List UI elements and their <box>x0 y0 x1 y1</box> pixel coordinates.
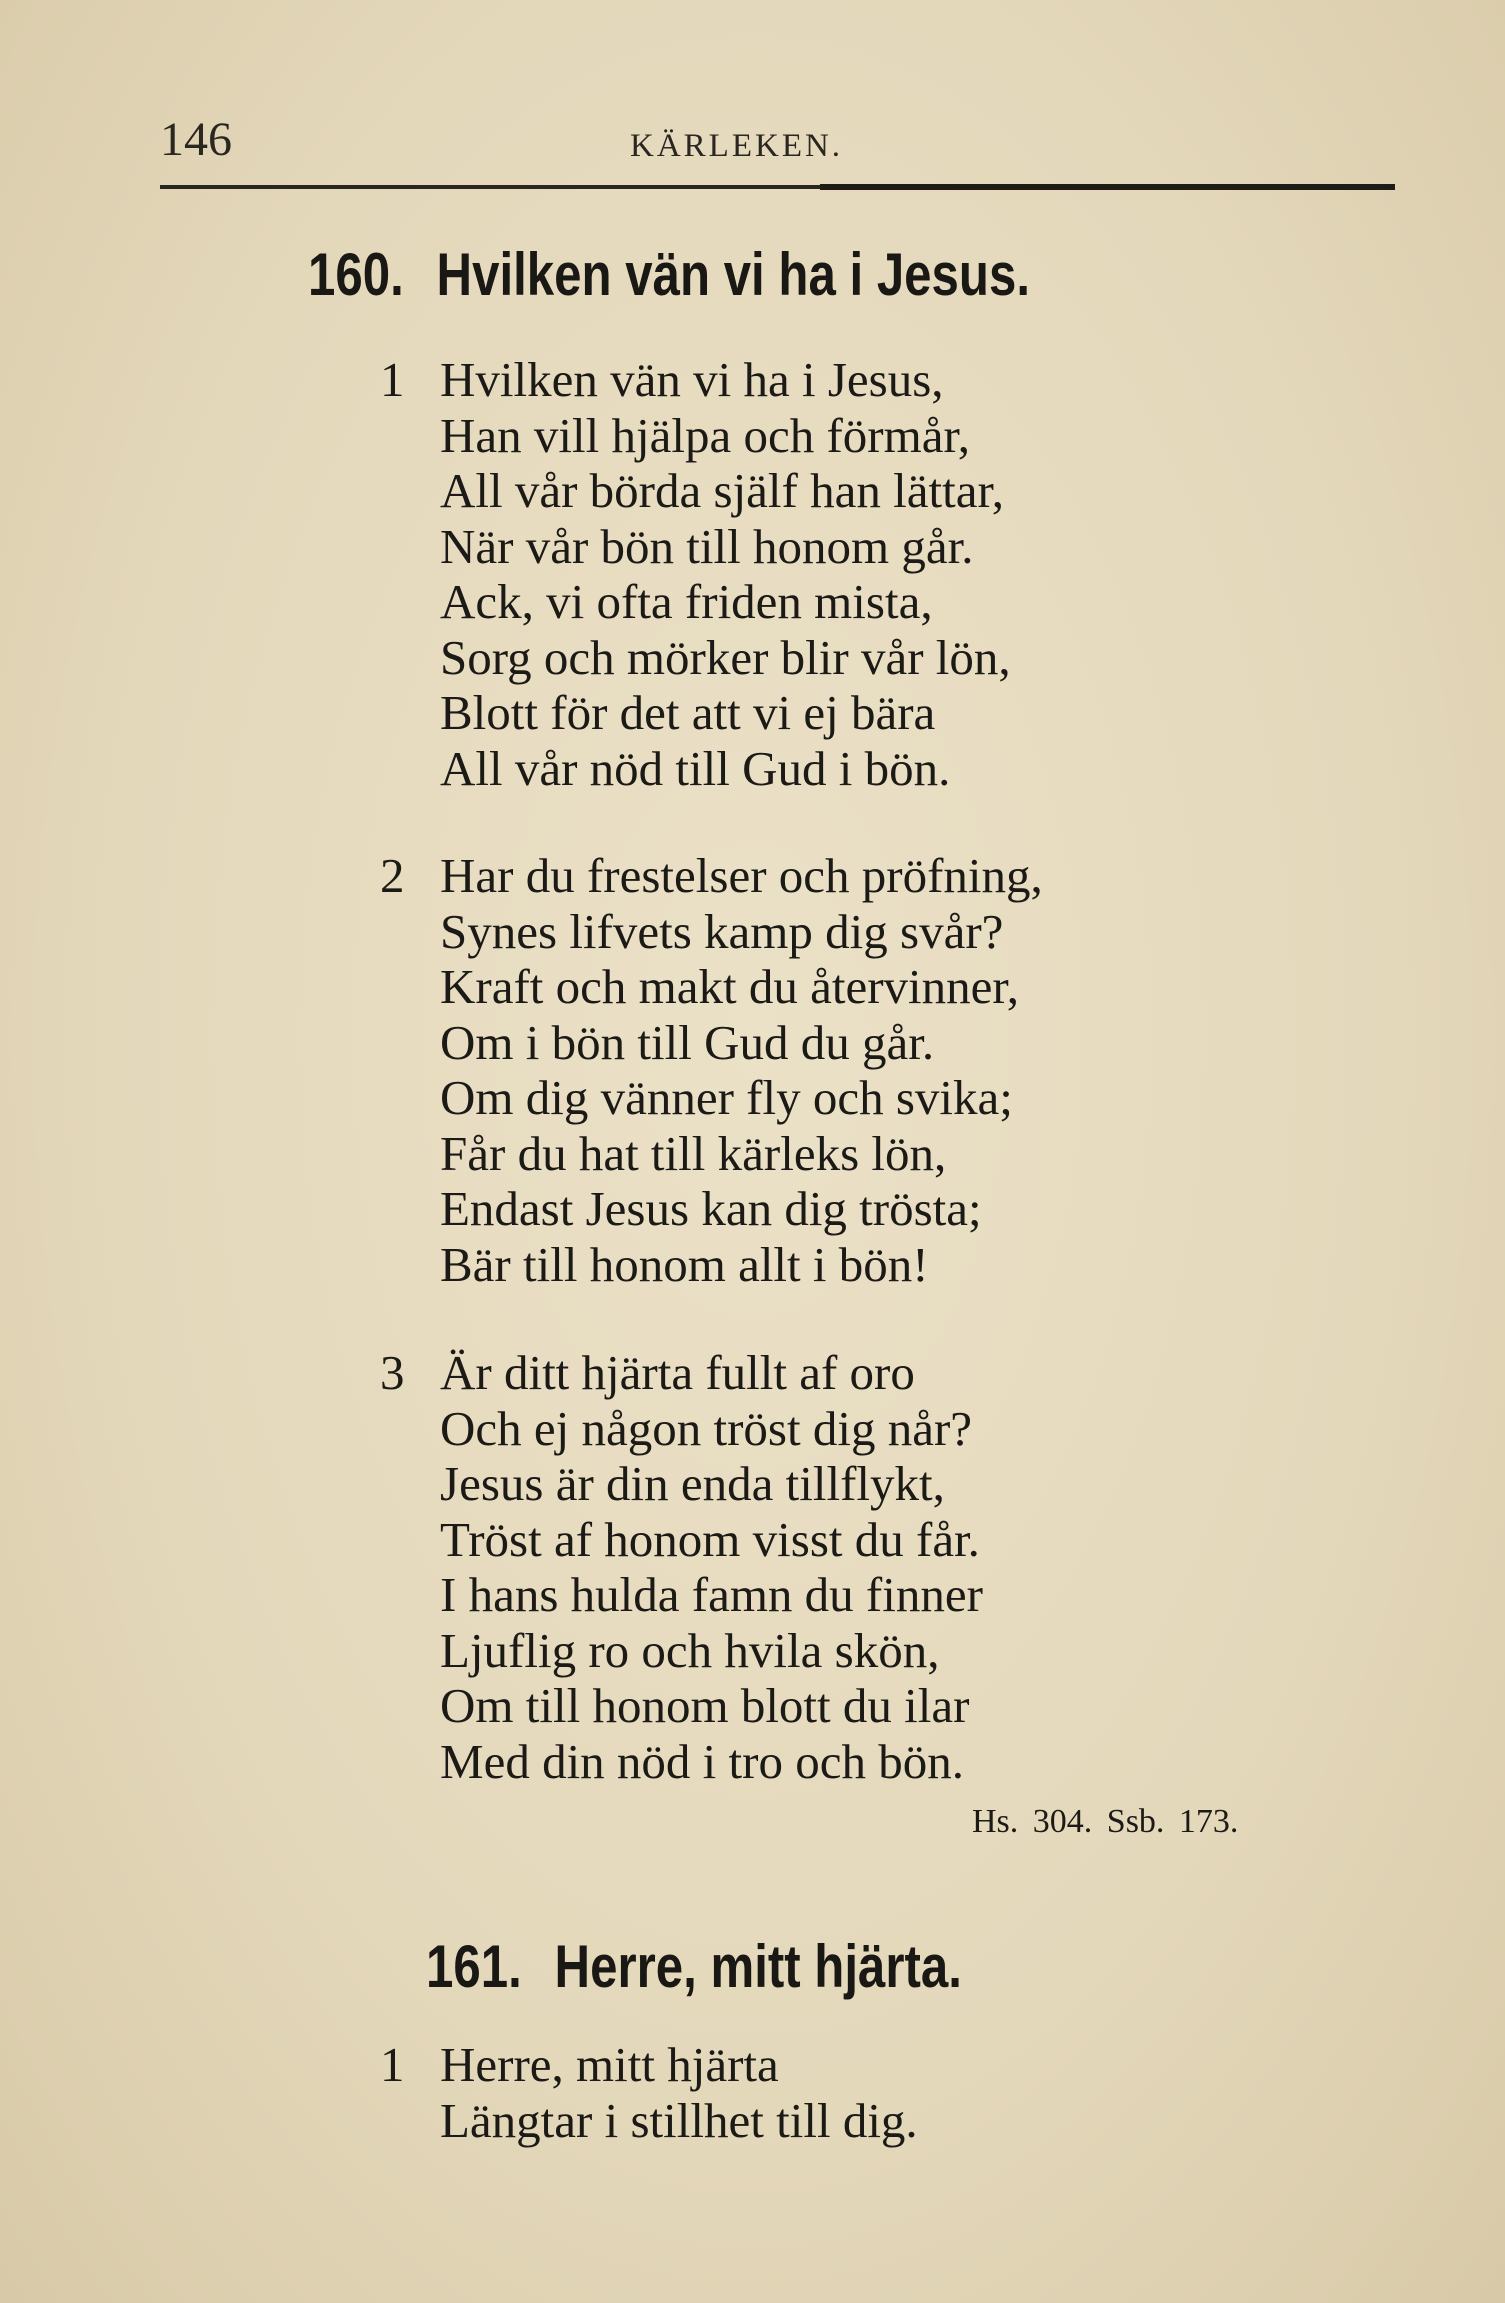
hymn-160-reference: Hs. 304. Ssb. 173. <box>972 1803 1239 1840</box>
verse-line: När vår bön till honom går. <box>440 518 974 574</box>
verse-line: Om till honom blott du ilar <box>440 1678 970 1733</box>
hymn-title-text: Hvilken vän vi ha i Jesus. <box>436 241 1030 308</box>
verse-line: Tröst af honom visst du får. <box>440 1511 980 1567</box>
verse-line: Sorg och mörker blir vår lön, <box>440 629 1011 685</box>
hymn-160-title <box>308 240 1030 309</box>
hymn-number: 160. <box>308 241 404 308</box>
verse-line: Han vill hjälpa och förmår, <box>440 407 971 463</box>
hymn-number: 161. <box>426 1933 522 2000</box>
verse-line: I hans hulda famn du finner <box>440 1567 983 1622</box>
verse-line: Om i bön till Gud du går. <box>440 1014 935 1070</box>
verse-line: Bär till honom allt i bön! <box>440 1236 929 1292</box>
hymn-160-stanza-2 <box>380 848 1043 1292</box>
verse-line: Jesus är din enda tillflykt, <box>440 1456 945 1511</box>
stanza-number: 1 <box>380 352 405 407</box>
verse-line: Får du hat till kärleks lön, <box>440 1125 947 1181</box>
stanza-number: 2 <box>380 848 405 903</box>
verse-line: Har du frestelser och pröfning, <box>440 848 1043 903</box>
page-number: 146 <box>160 113 232 166</box>
hymn-160-stanza-1 <box>380 352 1011 796</box>
hymn-title-text: Herre, mitt hjärta. <box>554 1933 962 2000</box>
verse-line: Och ej någon tröst dig når? <box>440 1400 973 1456</box>
verse-line: Om dig vänner fly och svika; <box>440 1070 1013 1125</box>
verse-line: Synes lifvets kamp dig svår? <box>440 903 1004 959</box>
hymn-160-stanza-3 <box>380 1345 983 1789</box>
stanza-number: 1 <box>380 2037 405 2092</box>
verse-line: Hvilken vän vi ha i Jesus, <box>440 352 944 407</box>
verse-line: All vår nöd till Gud i bön. <box>440 740 951 796</box>
verse-line: Ljuflig ro och hvila skön, <box>440 1622 940 1678</box>
verse-line: Ack, vi ofta friden mista, <box>440 574 933 629</box>
header-rule-thick <box>820 184 1395 190</box>
running-head: KÄRLEKEN. <box>630 128 844 164</box>
hymn-161-stanza-1 <box>380 2037 918 2148</box>
verse-line: Herre, mitt hjärta <box>440 2037 779 2092</box>
verse-line: Är ditt hjärta fullt af oro <box>440 1345 915 1400</box>
verse-line: Endast Jesus kan dig trösta; <box>440 1181 982 1236</box>
hymn-161-title <box>426 1932 962 2001</box>
verse-line: Med din nöd i tro och bön. <box>440 1733 964 1789</box>
verse-line: All vår börda själf han lättar, <box>440 463 1005 518</box>
verse-line: Längtar i stillhet till dig. <box>440 2092 918 2148</box>
page-header <box>160 112 1395 172</box>
verse-line: Kraft och makt du återvinner, <box>440 959 1020 1014</box>
stanza-number: 3 <box>380 1345 405 1400</box>
verse-line: Blott för det att vi ej bära <box>440 685 936 740</box>
